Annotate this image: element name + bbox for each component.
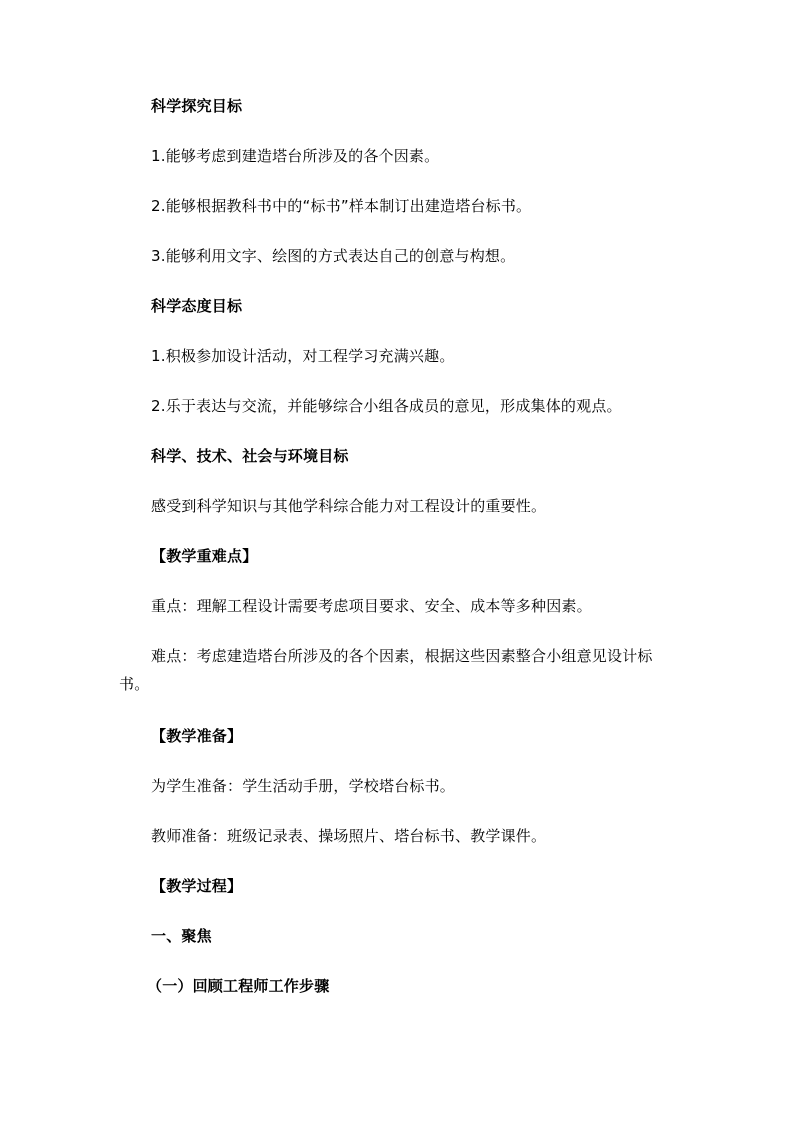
science-inquiry-item-2: 2.能够根据教科书中的“标书”样本制订出建造塔台标书。 [151,197,532,215]
science-inquiry-item-3: 3.能够利用文字、绘图的方式表达自己的创意与构想。 [151,247,516,265]
stse-text: 感受到科学知识与其他学科综合能力对工程设计的重要性。 [151,497,547,515]
key-points-heading: 【教学重难点】 [151,547,258,565]
key-points-difficulty: 难点：考虑建造塔台所涉及的各个因素，根据这些因素整合小组意见设计标书。 [119,647,653,693]
science-attitude-item-1: 1.积极参加设计活动，对工程学习充满兴趣。 [151,347,455,365]
stse-heading: 科学、技术、社会与环境目标 [151,447,349,465]
preparation-students: 为学生准备：学生活动手册，学校塔台标书。 [151,777,456,795]
process-heading: 【教学过程】 [151,877,243,895]
science-attitude-heading: 科学态度目标 [151,297,243,315]
key-points-focus: 重点：理解工程设计需要考虑项目要求、安全、成本等多种因素。 [151,597,592,615]
science-inquiry-heading: 科学探究目标 [151,97,243,115]
process-sub-1: （一）回顾工程师工作步骤 [147,977,330,995]
science-inquiry-item-1: 1.能够考虑到建造塔台所涉及的各个因素。 [151,147,440,165]
science-attitude-item-2: 2.乐于表达与交流，并能够综合小组各成员的意见，形成集体的观点。 [151,397,622,415]
preparation-teacher: 教师准备：班级记录表、操场照片、塔台标书、教学课件。 [151,827,547,845]
process-part-1: 一、聚焦 [151,927,212,945]
preparation-heading: 【教学准备】 [151,727,243,745]
